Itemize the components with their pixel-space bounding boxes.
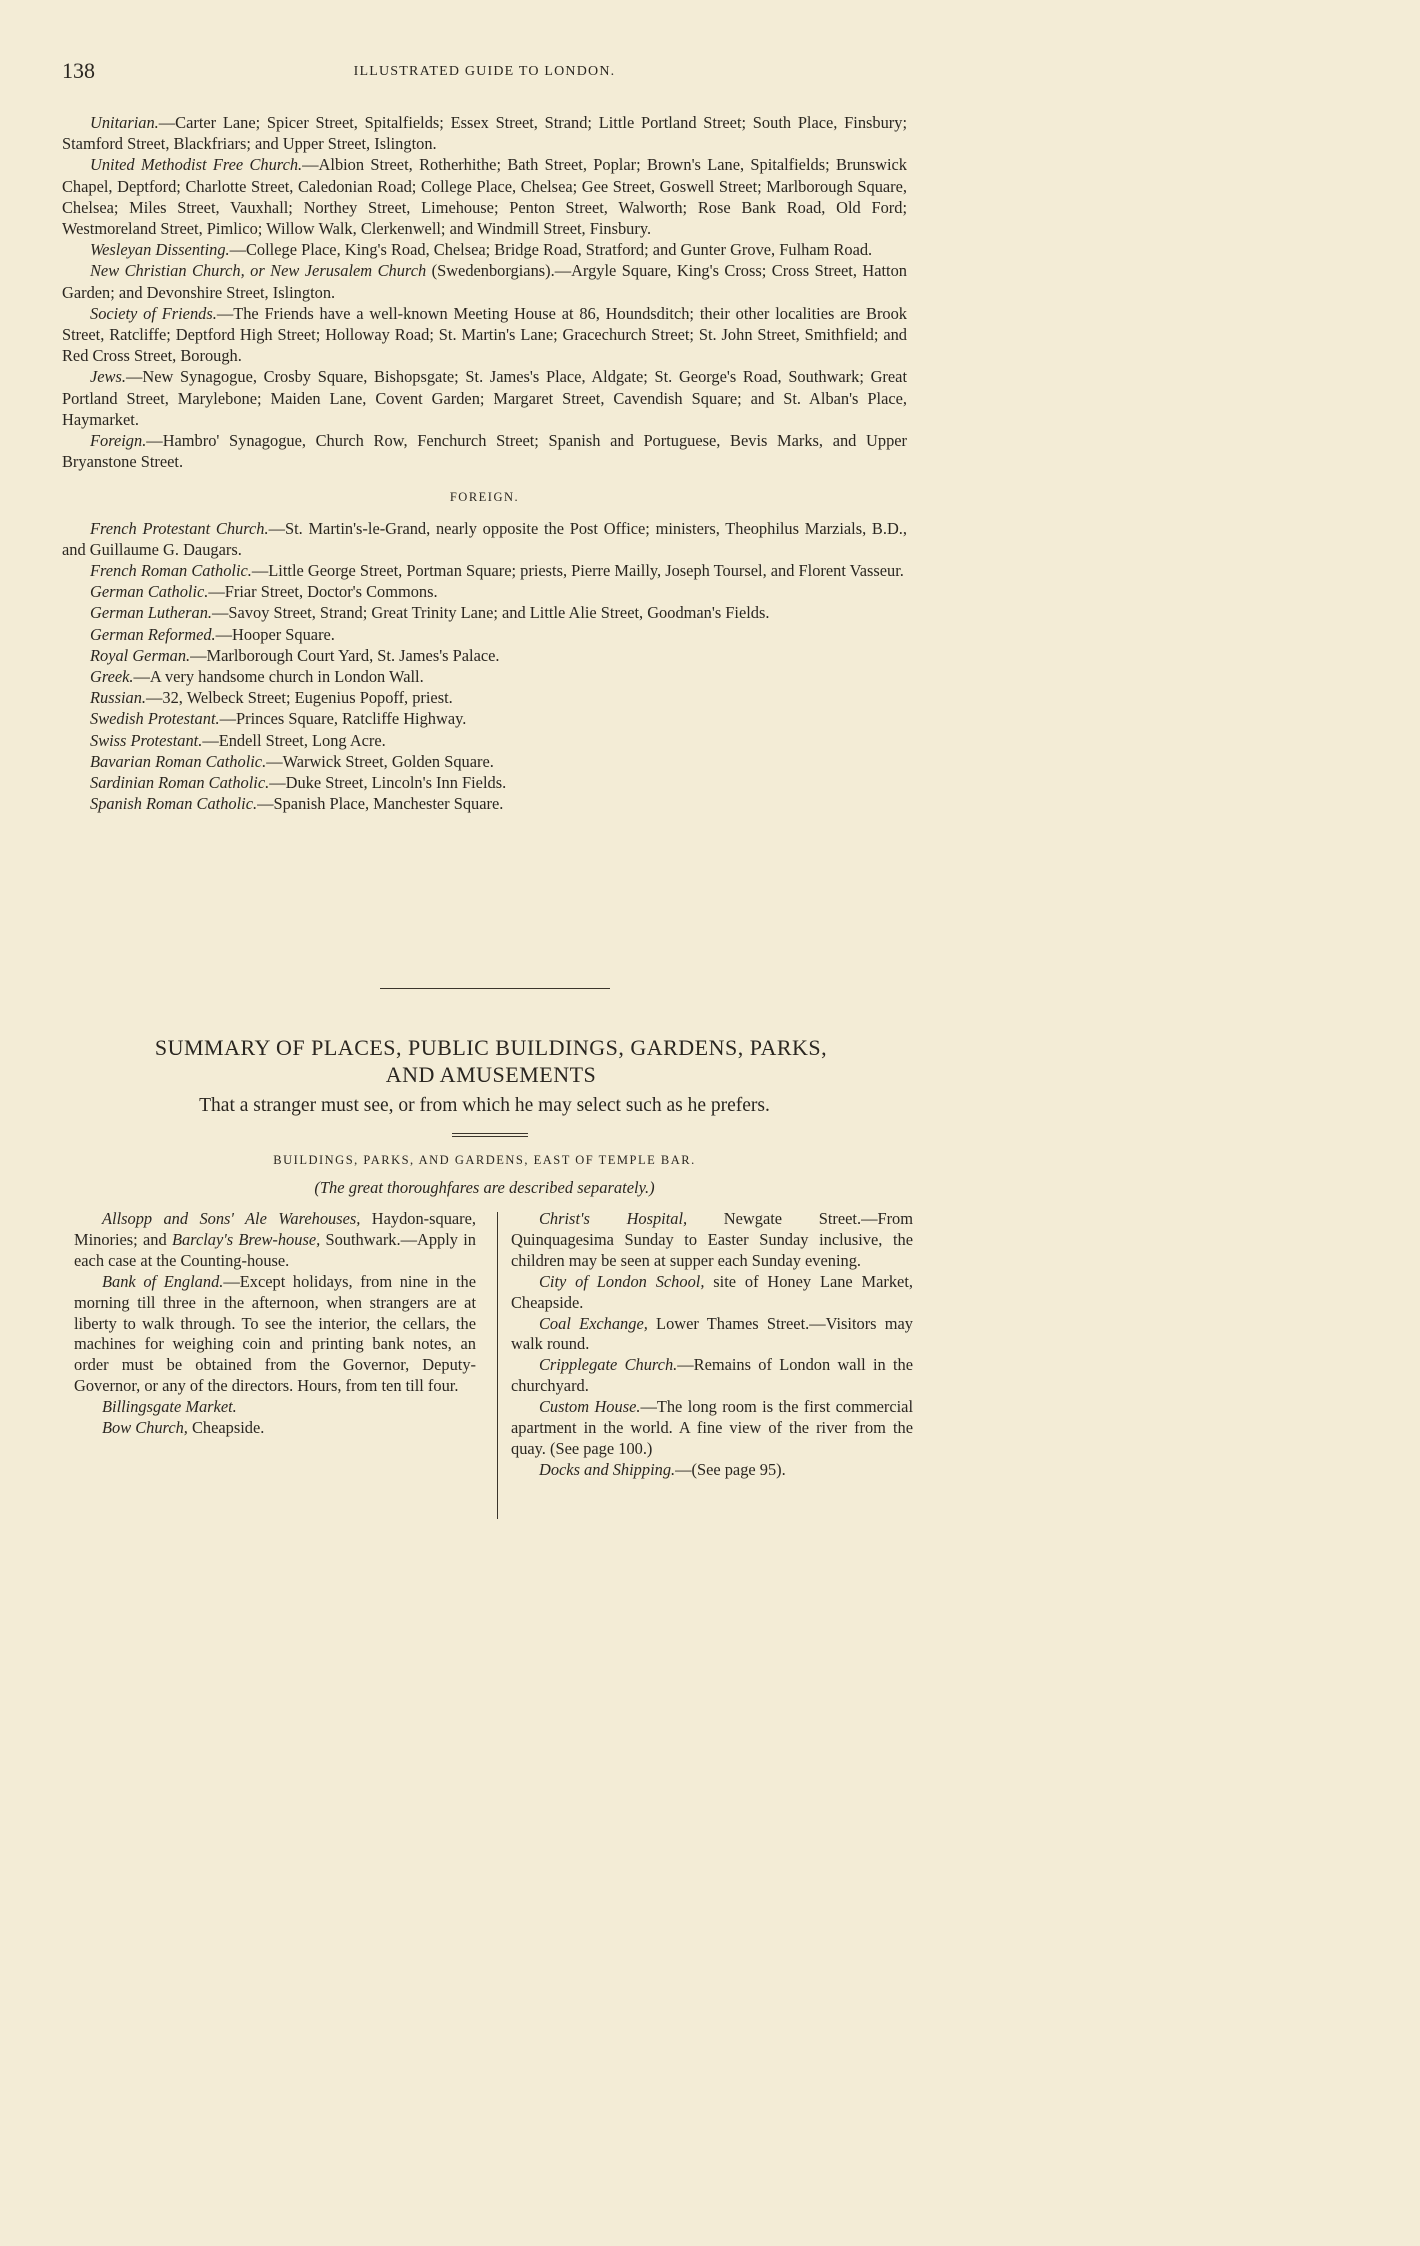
entry-lead: Bank of England. — [102, 1271, 224, 1291]
entry-lead: Society of Friends. — [90, 303, 217, 323]
entry-text: —Remains of London wall in the churchyard. — [511, 1355, 914, 1396]
entry-text: Cheapside. — [187, 1418, 265, 1438]
entry-text: —Princes Square, Ratcliffe Highway. — [219, 709, 467, 729]
entry-lead: United Methodist Free Church. — [90, 155, 303, 175]
church-listing — [62, 112, 907, 815]
summary-subtitle: That a stranger must see, or from which he may select such as he prefers. — [199, 1095, 770, 1116]
double-rule-top — [452, 1133, 528, 1134]
entry-lead: Jews. — [90, 367, 126, 387]
entry-french-catholic — [62, 560, 907, 581]
entry-wesleyan — [62, 239, 907, 260]
entry-text: —Except holidays, from nine in the morning till three in the afternoon, when strangers are at liberty to walk through. To see the interior, the cellars, the machines for weighing coin and printing bank notes, an order must be obtained from the Governor, Deputy-Governor, or any of the directors. Hours, from ten till four. — [74, 1271, 476, 1396]
left-column — [74, 1209, 476, 1439]
book-page — [0, 0, 991, 1568]
entry-text: —Endell Street, Long Acre. — [202, 730, 386, 750]
section-heading-foreign: FOREIGN. — [449, 490, 520, 505]
page-header — [62, 58, 907, 88]
entry-bavarian — [62, 751, 907, 772]
entry-lead: French Roman Catholic. — [90, 561, 252, 581]
entry-new-christian — [62, 260, 907, 302]
entry-text: —The long room is the first commercial apartment in the world. A fine view of the river from the quay. (See page 100.) — [511, 1397, 914, 1458]
entry-lead-secondary: Barclay's Brew-house, — [171, 1229, 321, 1249]
entry-coal-exchange — [511, 1314, 913, 1356]
entry-lead: Royal German. — [90, 645, 191, 665]
entry-allsopp — [74, 1209, 476, 1272]
entry-text: —Warwick Street, Golden Square. — [266, 751, 494, 771]
entry-lead: Docks and Shipping. — [539, 1459, 676, 1479]
entry-lead: City of London School, — [539, 1271, 705, 1291]
running-title: ILLUSTRATED GUIDE TO LONDON. — [353, 64, 616, 79]
entry-text: —Hooper Square. — [215, 624, 335, 644]
entry-christs-hospital — [511, 1209, 913, 1272]
entry-french-protestant — [62, 518, 907, 560]
entry-text: —Friar Street, Doctor's Commons. — [208, 582, 438, 602]
page-number: 138 — [62, 58, 95, 83]
entry-lead: Bavarian Roman Catholic. — [90, 751, 267, 771]
entry-billingsgate — [74, 1397, 476, 1418]
entry-german-catholic — [62, 581, 907, 602]
entry-text: —A very handsome church in London Wall. — [133, 667, 424, 687]
entry-lead: Swiss Protestant. — [90, 730, 203, 750]
entry-text: Lower Thames Street.—Visitors may walk round. — [511, 1313, 913, 1354]
entry-lead: Bow Church, — [102, 1418, 188, 1438]
entry-lead: German Catholic. — [90, 582, 209, 602]
entry-russian — [62, 687, 907, 708]
entry-text: —Spanish Place, Manchester Square. — [257, 794, 504, 814]
entry-text: Haydon-square, Minories; and — [74, 1209, 476, 1249]
entry-foreign-synagogues — [62, 430, 907, 472]
summary-title — [62, 1034, 920, 1088]
summary-title-line-2: AND AMUSEMENTS — [385, 1062, 597, 1087]
entry-spanish — [62, 793, 907, 814]
entry-lead: Cripplegate Church. — [539, 1355, 678, 1375]
entry-text: —Hambro' Synagogue, Church Row, Fenchurch Street; Spanish and Portuguese, Bevis Marks, and Upper Bryanstone Street. — [62, 431, 907, 472]
entry-text: —The Friends have a well-known Meeting House at 86, Houndsditch; their other localities are Brook Street, Ratcliffe; Deptford High Street; Holloway Road; St. Martin's Lane; Gracechurch Street; St. John Street, Smithfield; and Red Cross Street, Borough. — [62, 303, 908, 366]
entry-lead: French Protestant Church. — [90, 518, 269, 538]
entry-lead: Allsopp and Sons' Ale Warehouses, — [102, 1209, 361, 1228]
entry-text: —Duke Street, Lincoln's Inn Fields. — [269, 773, 507, 793]
entry-lead: German Lutheran. — [90, 603, 213, 623]
entry-text: —Marlborough Court Yard, St. James's Palace. — [190, 645, 500, 665]
section-divider — [380, 988, 610, 989]
entry-unitarian — [62, 112, 907, 154]
entry-lead: Greek. — [90, 667, 134, 687]
entry-german-lutheran — [62, 602, 907, 623]
entry-jews — [62, 366, 907, 430]
entry-friends — [62, 303, 907, 367]
entry-text-secondary: Southwark.—Apply in each case at the Counting-house. — [74, 1229, 476, 1270]
entry-swiss — [62, 730, 907, 751]
entry-lead: Christ's Hospital, — [539, 1209, 688, 1228]
entry-lead: Sardinian Roman Catholic. — [90, 773, 270, 793]
entry-lead: Custom House. — [539, 1397, 641, 1417]
entry-text: —Little George Street, Portman Square; priests, Pierre Mailly, Joseph Toursel, and Florent Vasseur. — [251, 561, 904, 581]
entry-greek — [62, 666, 907, 687]
entry-city-of-london-school — [511, 1272, 913, 1314]
entry-text: —College Place, King's Road, Chelsea; Bridge Road, Stratford; and Gunter Grove, Fulham Road. — [229, 240, 873, 260]
entry-text: —Albion Street, Rotherhithe; Bath Street, Poplar; Brown's Lane, Spitalfields; Brunswick Chapel, Deptford; Charlotte Street, Caledonian Road; College Place, Chelsea; Gee Street, Goswell Street; Marlborough Square, Chelsea; Miles Street, Vauxhall; Northey Street, Limehouse; Penton Street, Walworth; Rose Bank Road, Old Ford; Westmoreland Street, Pimlico; Willow Walk, Clerkenwell; and Windmill Street, Finsbury. — [62, 155, 907, 239]
entry-docks — [511, 1460, 913, 1481]
entry-sardinian — [62, 772, 907, 793]
entry-lead: Coal Exchange, — [539, 1313, 648, 1333]
entry-text: —32, Welbeck Street; Eugenius Popoff, priest. — [146, 688, 453, 708]
entry-german-reformed — [62, 624, 907, 645]
entry-cripplegate — [511, 1355, 913, 1397]
entry-swedish — [62, 708, 907, 729]
summary-title-line-1: SUMMARY OF PLACES, PUBLIC BUILDINGS, GARDENS, PARKS, — [154, 1035, 828, 1060]
entry-text: —(See page 95). — [675, 1459, 786, 1479]
entry-lead: Foreign. — [90, 431, 147, 451]
entry-royal-german — [62, 645, 907, 666]
entry-bow-church — [74, 1418, 476, 1439]
entry-text: site of Honey Lane Market, Cheapside. — [511, 1271, 913, 1312]
entry-lead: New Christian Church, or New Jerusalem Church — [90, 261, 427, 281]
entry-lead: Spanish Roman Catholic. — [90, 794, 258, 814]
entry-lead: Russian. — [90, 688, 147, 708]
entry-lead: German Reformed. — [90, 624, 216, 644]
entry-text: —St. Martin's-le-Grand, nearly opposite the Post Office; ministers, Theophilus Marzials, B.D., and Guillaume G. Daugars. — [62, 518, 907, 559]
entry-united-methodist — [62, 154, 907, 239]
entry-lead: Wesleyan Dissenting. — [90, 240, 230, 260]
entry-text: (Swedenborgians).—Argyle Square, King's Cross; Cross Street, Hatton Garden; and Devonshire Street, Islington. — [62, 261, 907, 302]
entry-lead: Swedish Protestant. — [90, 709, 220, 729]
entry-lead: Billingsgate Market. — [102, 1397, 237, 1417]
entry-bank-of-england — [74, 1272, 476, 1397]
entry-text: —Carter Lane; Spicer Street, Spitalfields; Essex Street, Strand; Little Portland Street; South Place, Finsbury; Stamford Street, Blackfriars; and Upper Street, Islington. — [62, 113, 907, 154]
column-divider — [497, 1212, 498, 1519]
section-heading-east-temple-bar: BUILDINGS, PARKS, AND GARDENS, EAST OF TEMPLE BAR. — [273, 1153, 696, 1167]
entry-text: —Savoy Street, Strand; Great Trinity Lane; and Little Alie Street, Goodman's Fields. — [212, 603, 770, 623]
right-column — [511, 1209, 913, 1481]
double-rule-bottom — [452, 1136, 528, 1137]
entry-custom-house — [511, 1397, 913, 1460]
entry-text: —New Synagogue, Crosby Square, Bishopsgate; St. James's Place, Aldgate; St. George's Road, Southwark; Great Portland Street, Marylebone; Maiden Lane, Covent Garden; Margaret Street, Cavendish Square; and St. Alban's Place, Haymarket. — [62, 367, 907, 429]
section-note: (The great thoroughfares are described separately.) — [314, 1178, 655, 1197]
entry-text: Newgate Street.—From Quinquagesima Sunday to Easter Sunday inclusive, the children may be seen at supper each Sunday evening. — [511, 1209, 913, 1270]
entry-lead: Unitarian. — [90, 113, 159, 132]
